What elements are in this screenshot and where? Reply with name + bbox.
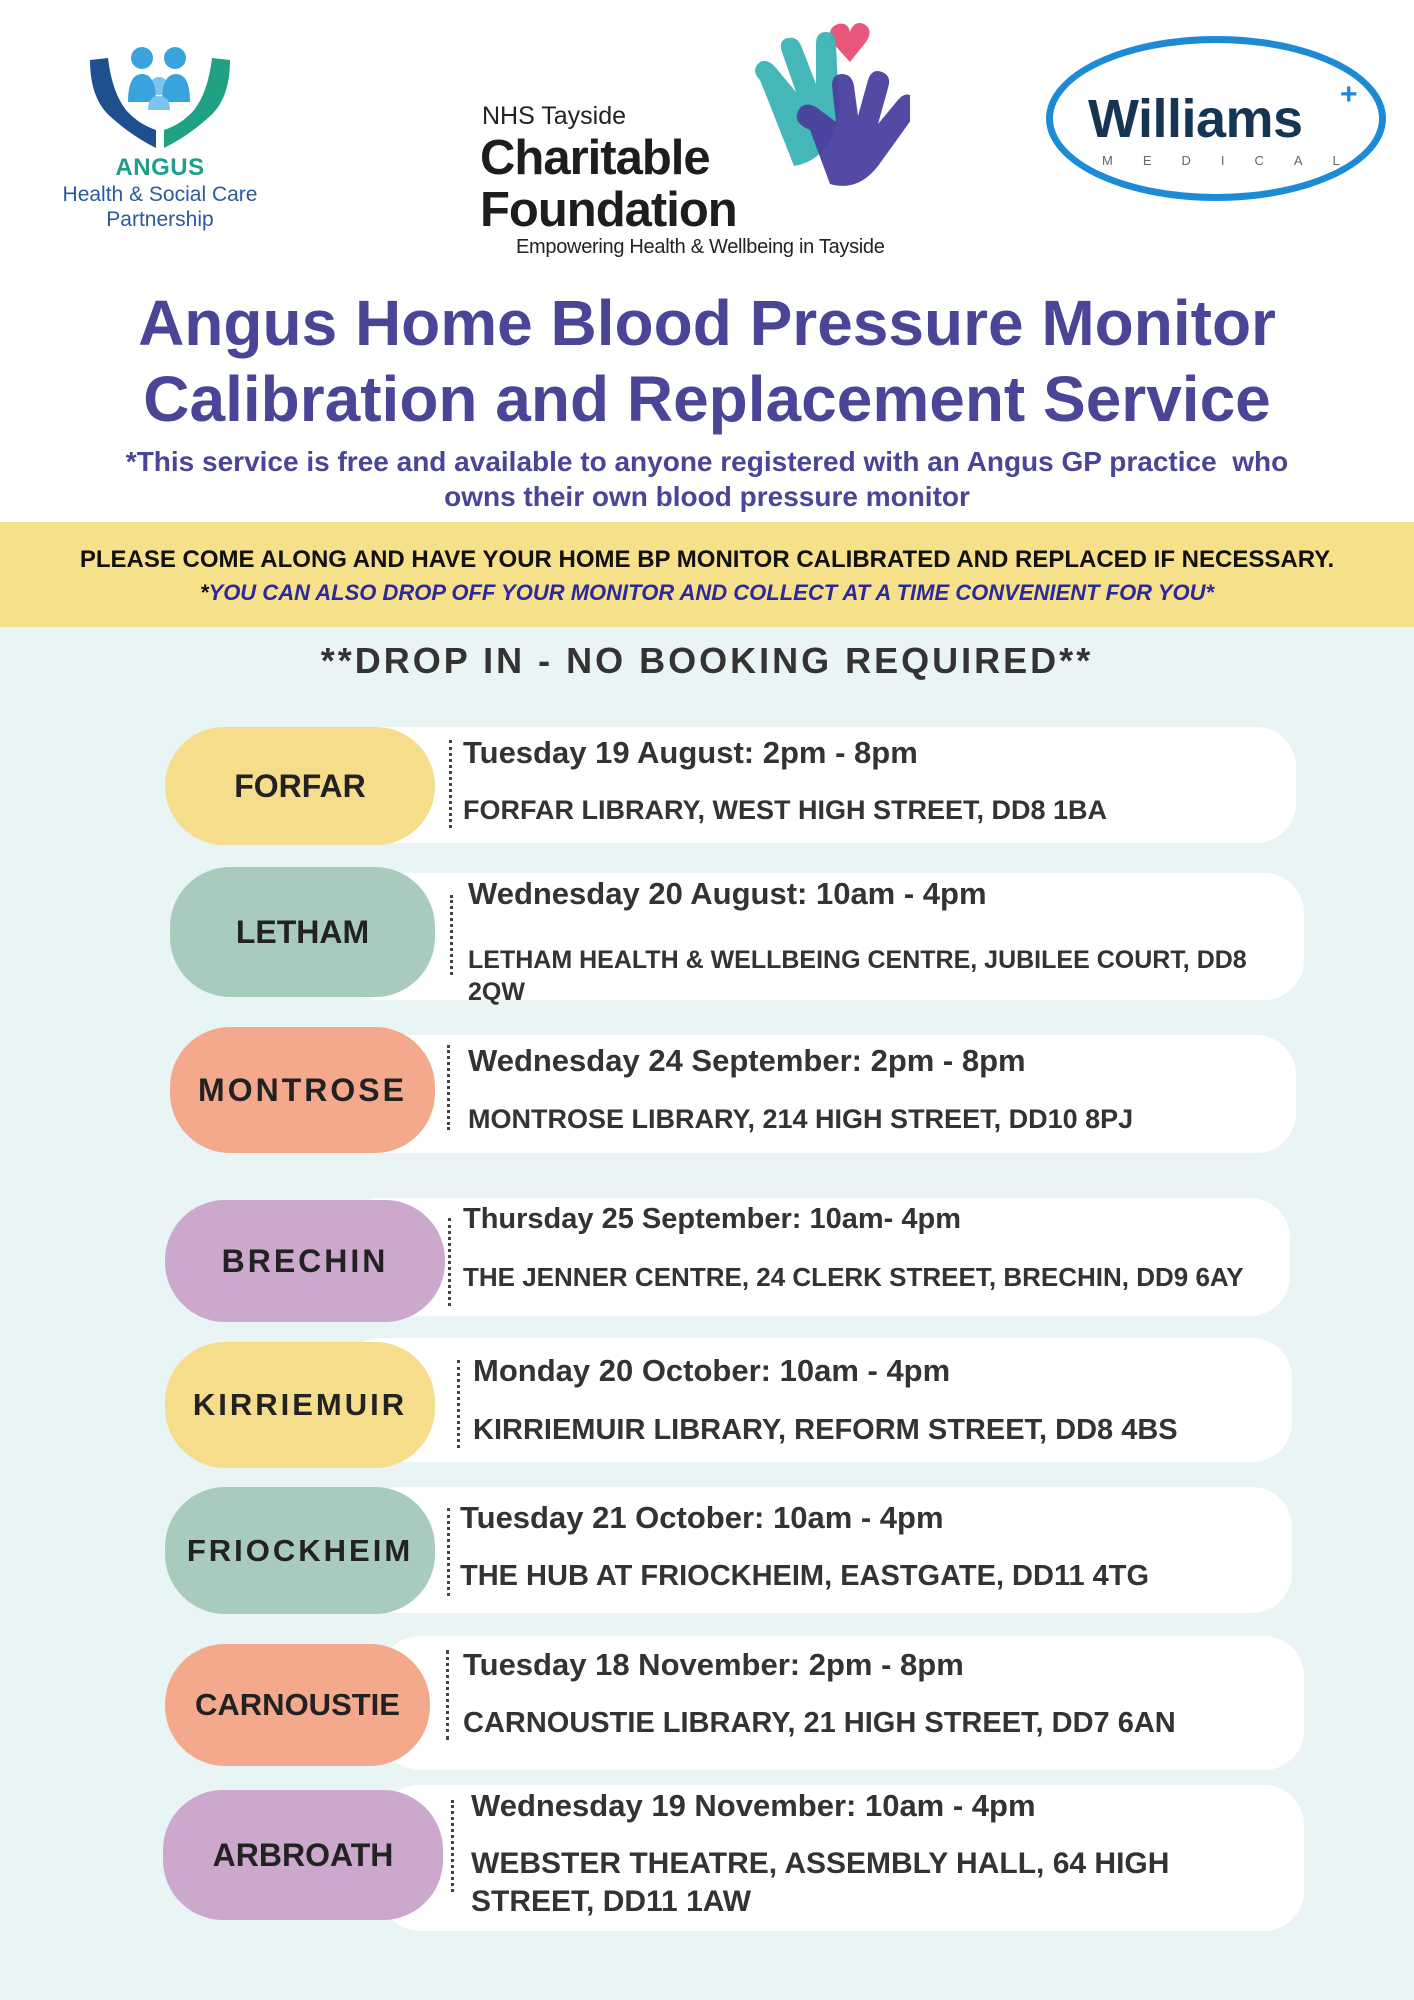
- williams-logo-subtitle: MEDICAL: [1102, 153, 1370, 168]
- event-address: WEBSTER THEATRE, ASSEMBLY HALL, 64 HIGH STREET, DD11 1AW: [471, 1847, 1170, 1918]
- banner-star: *: [199, 580, 209, 605]
- nhs-logo-small-text: NHS Tayside: [482, 102, 627, 130]
- town-pill: FORFAR: [165, 727, 435, 845]
- nhs-tayside-charitable-foundation-logo: [470, 20, 950, 265]
- event-address: FORFAR LIBRARY, WEST HIGH STREET, DD8 1BA: [463, 795, 1108, 825]
- event-date: Monday 20 October: 10am - 4pm: [473, 1353, 951, 1388]
- event-date: Tuesday 21 October: 10am - 4pm: [460, 1500, 944, 1535]
- event-date: Wednesday 19 November: 10am - 4pm: [471, 1788, 1036, 1823]
- banner-line-2-text: YOU CAN ALSO DROP OFF YOUR MONITOR AND COLLECT AT A TIME CONVENIENT FOR YOU*: [208, 580, 1215, 605]
- event-date: Tuesday 18 November: 2pm - 8pm: [463, 1647, 964, 1682]
- town-pill: CARNOUSTIE: [165, 1644, 430, 1766]
- town-pill: ARBROATH: [163, 1790, 443, 1920]
- divider: [446, 1650, 449, 1740]
- title-line-1: Angus Home Blood Pressure Monitor: [138, 287, 1276, 359]
- town-pill: KIRRIEMUIR: [165, 1342, 435, 1468]
- divider: [450, 895, 453, 975]
- title-line-2: Calibration and Replacement Service: [143, 363, 1271, 435]
- event-address: THE JENNER CENTRE, 24 CLERK STREET, BRECHIN, DD9 6AY: [463, 1262, 1244, 1292]
- nhs-logo-charitable: Charitable: [480, 131, 710, 185]
- williams-medical-logo: [1042, 26, 1398, 216]
- service-note-line-1: *This service is free and available to anyone registered with an Angus GP practice who: [125, 446, 1289, 477]
- event-address: LETHAM HEALTH & WELLBEING CENTRE, JUBILEE COURT, DD8 2QW: [468, 946, 1247, 1006]
- plus-icon: +: [1340, 78, 1358, 111]
- nhs-logo-tagline: Empowering Health & Wellbeing in Tayside: [516, 236, 885, 258]
- event-address: THE HUB AT FRIOCKHEIM, EASTGATE, DD11 4TG: [460, 1560, 1150, 1592]
- divider: [448, 1218, 451, 1306]
- event-address: KIRRIEMUIR LIBRARY, REFORM STREET, DD8 4BS: [473, 1414, 1178, 1446]
- event-date: Wednesday 24 September: 2pm - 8pm: [468, 1043, 1026, 1078]
- divider: [447, 1508, 450, 1596]
- angus-logo-title: ANGUS: [115, 154, 205, 181]
- town-pill: MONTROSE: [170, 1027, 435, 1153]
- nhs-logo-foundation: Foundation: [480, 183, 737, 237]
- angus-logo-line3: Partnership: [106, 208, 214, 231]
- town-pill: FRIOCKHEIM: [165, 1487, 435, 1614]
- town-pill: LETHAM: [170, 867, 435, 997]
- hands-family-icon: [80, 40, 240, 152]
- williams-logo-name: Williams: [1088, 89, 1303, 149]
- drop-in-heading: **DROP IN - NO BOOKING REQUIRED**: [320, 640, 1094, 681]
- town-pill: BRECHIN: [165, 1200, 445, 1322]
- angus-hscp-logo: [40, 40, 280, 240]
- event-date: Thursday 25 September: 10am- 4pm: [463, 1203, 962, 1235]
- page-title: [0, 285, 1414, 437]
- angus-logo-line2: Health & Social Care: [62, 183, 258, 206]
- divider: [447, 1045, 450, 1130]
- event-date: Tuesday 19 August: 2pm - 8pm: [463, 735, 918, 770]
- service-note-line-2: owns their own blood pressure monitor: [444, 481, 970, 512]
- divider: [451, 1800, 454, 1892]
- banner-line-1: PLEASE COME ALONG AND HAVE YOUR HOME BP MONITOR CALIBRATED AND REPLACED IF NECESSARY.: [79, 546, 1335, 573]
- divider: [457, 1360, 460, 1448]
- event-address: MONTROSE LIBRARY, 214 HIGH STREET, DD10 8PJ: [468, 1104, 1134, 1134]
- banner-line-2: [0, 580, 1414, 606]
- event-address: CARNOUSTIE LIBRARY, 21 HIGH STREET, DD7 6AN: [463, 1707, 1176, 1739]
- service-note: [60, 444, 1354, 514]
- divider: [449, 740, 452, 828]
- event-date: Wednesday 20 August: 10am - 4pm: [468, 876, 987, 911]
- info-banner: [0, 522, 1414, 627]
- hands-heart-icon: [740, 20, 910, 215]
